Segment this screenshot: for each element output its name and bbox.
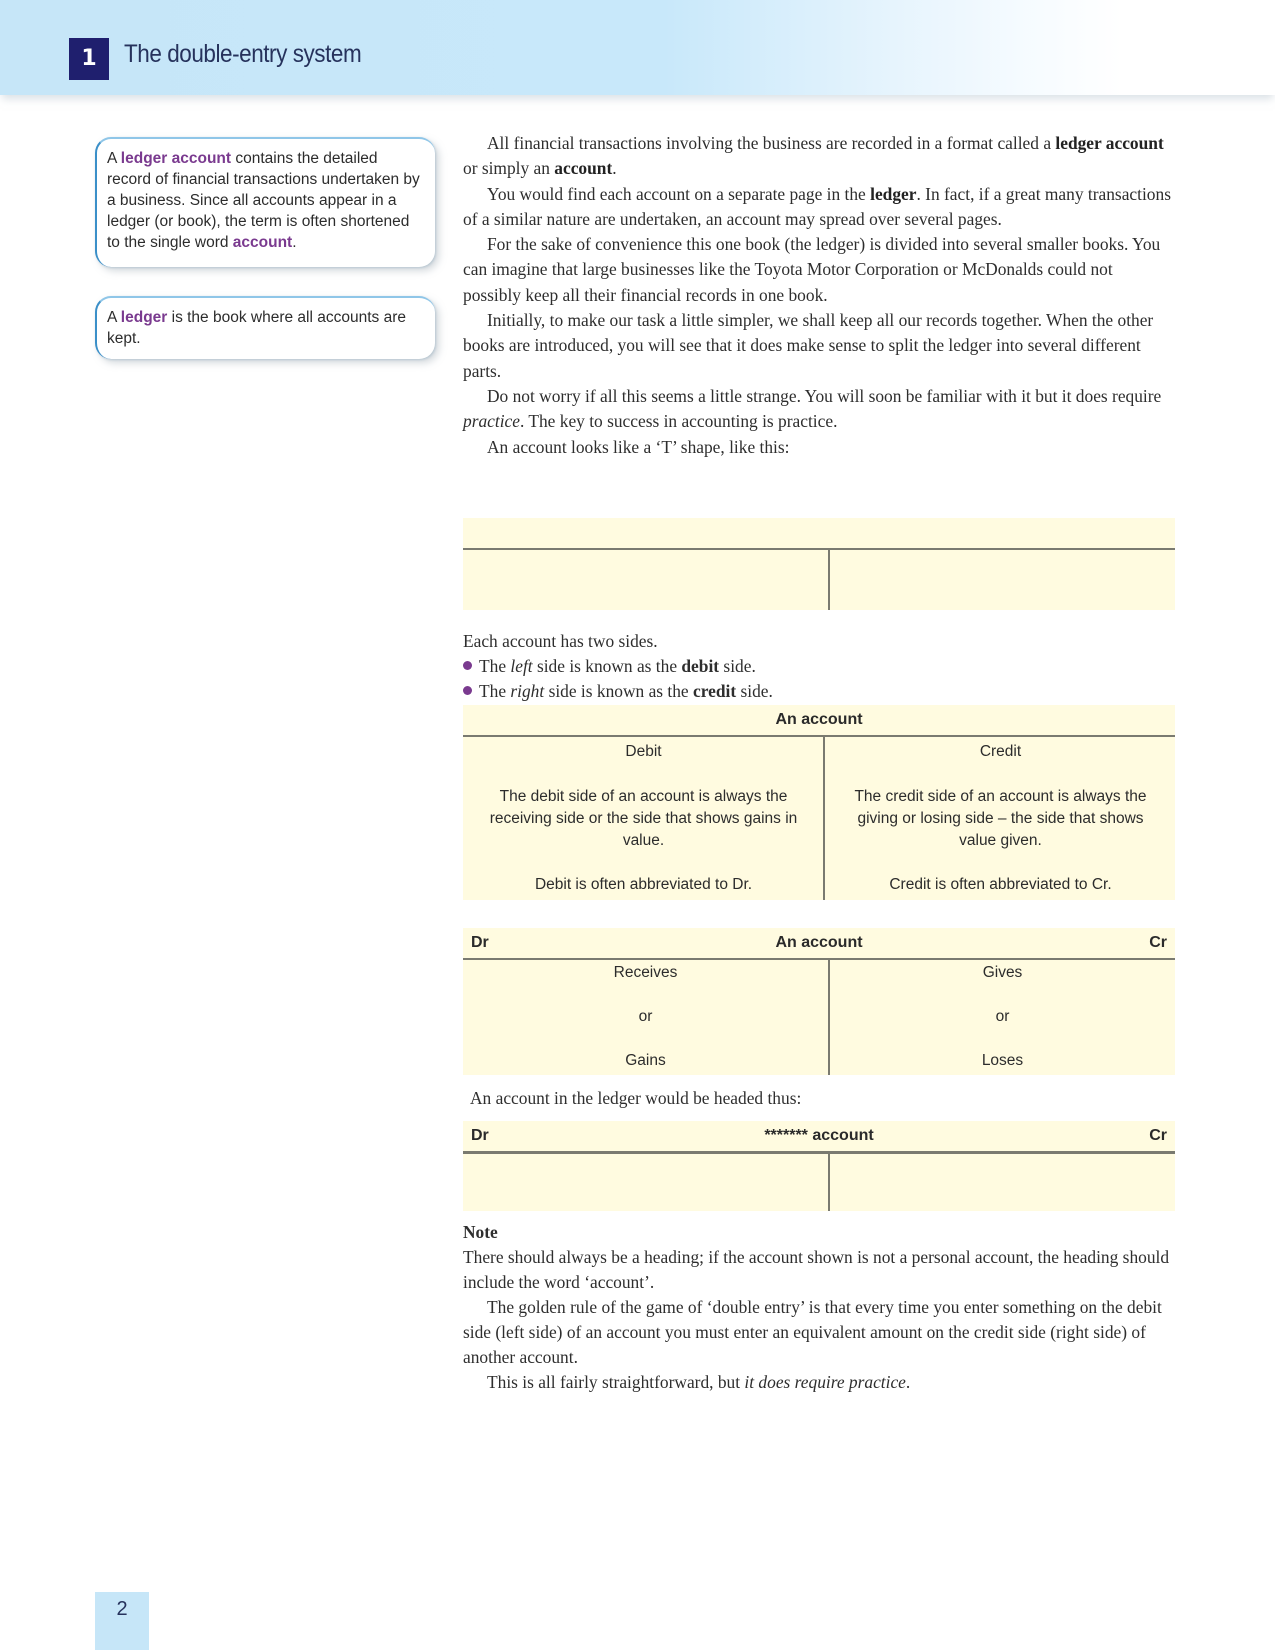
dr-column bbox=[463, 960, 828, 1075]
page-number: 2 bbox=[95, 1592, 149, 1650]
paragraph bbox=[463, 384, 1173, 435]
bold-term: ledger bbox=[870, 183, 917, 204]
italic-term: it does require practice bbox=[744, 1372, 906, 1392]
debit-column bbox=[463, 737, 824, 900]
table-horizontal-rule bbox=[463, 1151, 1175, 1154]
credit-heading: Credit bbox=[979, 743, 1022, 760]
bullet-dot-icon bbox=[463, 686, 472, 695]
text: or simply an bbox=[463, 158, 555, 179]
paragraph: For the sake of convenience this one book (the ledger) is divided into several smaller books. You can imagine that large businesses like the Toyota Motor Corporation or McDonalds could not possibly keep all their financial records in one book. bbox=[463, 234, 1161, 305]
text: side is known as the bbox=[532, 656, 682, 676]
paragraph: Initially, to make our task a little simpler, we shall keep all our records together. When the other books are introduced, you will see that it does make sense to split the ledger into several different parts. bbox=[463, 310, 1154, 381]
paragraph: There should always be a heading; if the account shown is not a personal account, the heading should include the word ‘account’. bbox=[463, 1247, 1170, 1292]
text: side is known as the bbox=[544, 681, 693, 701]
bold-term: credit bbox=[693, 681, 737, 701]
dr-item: Receives bbox=[613, 964, 678, 981]
cr-label: Cr bbox=[1149, 934, 1167, 951]
table-title: An account bbox=[775, 934, 863, 951]
dr-label: Dr bbox=[471, 934, 489, 951]
cr-item: Gives bbox=[982, 964, 1023, 981]
paragraph: An account looks like a ‘T’ shape, like this: bbox=[487, 436, 790, 457]
credit-abbreviation: Credit is often abbreviated to Cr. bbox=[889, 876, 1112, 893]
table-vertical-rule bbox=[828, 1154, 830, 1211]
dr-label: Dr bbox=[471, 1127, 489, 1144]
table-header bbox=[463, 928, 1175, 958]
dr-item: Gains bbox=[625, 1052, 666, 1069]
debit-credit-explanation-table bbox=[463, 705, 1175, 900]
cr-column bbox=[830, 960, 1175, 1075]
paragraph: Each account has two sides. bbox=[463, 631, 658, 651]
table-title: An account bbox=[775, 711, 863, 728]
definition-text: A bbox=[107, 309, 121, 326]
defined-term: account bbox=[232, 234, 293, 251]
bold-term: account bbox=[554, 158, 613, 179]
paragraph: The golden rule of the game of ‘double entry’ is that every time you enter something on the debit side (left side) of an account you must enter an equivalent amount on the credit side (right side) of another account. bbox=[463, 1297, 1162, 1367]
text: . In fact, if a great many transactions of a similar nature are undertaken, an account may spread over several pages. bbox=[463, 183, 1171, 229]
table-header bbox=[463, 1121, 1175, 1151]
text: side. bbox=[719, 656, 756, 676]
bullet-dot-icon bbox=[463, 661, 472, 670]
debit-description: The debit side of an account is always the receiving side or the side that shows gains in value. bbox=[489, 788, 798, 849]
italic-term: practice bbox=[463, 411, 520, 432]
definition-text: . bbox=[292, 234, 297, 251]
debit-abbreviation: Debit is often abbreviated to Dr. bbox=[534, 876, 753, 893]
bold-term: ledger account bbox=[1055, 133, 1164, 153]
chapter-title: The double-entry system bbox=[124, 40, 362, 68]
text: The bbox=[479, 656, 511, 676]
text: . The key to success in accounting is practice. bbox=[519, 411, 838, 432]
text: . bbox=[612, 158, 617, 179]
italic-term: left bbox=[510, 656, 533, 676]
text: You would find each account on a separate page in the bbox=[487, 183, 871, 204]
definition-box-ledger-account bbox=[95, 137, 435, 267]
text: Do not worry if all this seems a little strange. You will soon be familiar with it but it does require bbox=[487, 385, 1162, 406]
defined-term: ledger bbox=[120, 309, 168, 326]
account-sides-text bbox=[463, 629, 773, 704]
cr-label: Cr bbox=[1149, 1127, 1167, 1144]
paragraph bbox=[463, 131, 1173, 182]
text: This is all fairly straightforward, but bbox=[487, 1372, 745, 1392]
ledger-heading-table bbox=[463, 1121, 1175, 1211]
t-account-vertical-rule bbox=[828, 550, 830, 610]
empty-t-account-diagram bbox=[463, 518, 1175, 610]
bullet-item bbox=[463, 654, 773, 679]
table-header bbox=[463, 705, 1175, 735]
chapter-number-badge: 1 bbox=[69, 38, 109, 80]
text: All financial transactions involving the business are recorded in a format called a bbox=[487, 133, 1056, 153]
defined-term: ledger account bbox=[120, 150, 232, 167]
paragraph: An account in the ledger would be headed thus: bbox=[470, 1088, 802, 1108]
bullet-item bbox=[463, 679, 773, 704]
bold-term: debit bbox=[681, 656, 720, 676]
definition-text: contains the detailed record of financial transactions undertaken by a business. Since all accounts appear in a ledger (or book), the term is often shortened to the single word bbox=[107, 150, 420, 251]
dr-item: or bbox=[638, 1008, 653, 1025]
italic-term: right bbox=[510, 681, 545, 701]
debit-heading: Debit bbox=[625, 743, 662, 760]
dr-cr-table bbox=[463, 928, 1175, 1075]
definition-text: is the book where all accounts are kept. bbox=[107, 309, 406, 347]
credit-column bbox=[826, 737, 1175, 900]
credit-description: The credit side of an account is always the giving or losing side – the side that shows value given. bbox=[854, 788, 1147, 849]
definition-box-ledger bbox=[95, 296, 435, 359]
body-text bbox=[463, 131, 1173, 460]
table-title: ******* account bbox=[764, 1127, 874, 1144]
text: . bbox=[905, 1372, 911, 1392]
paragraph bbox=[463, 1370, 1175, 1395]
definition-text: A bbox=[107, 150, 121, 167]
t-account-horizontal-rule bbox=[463, 548, 1175, 550]
text: side. bbox=[736, 681, 773, 701]
cr-item: Loses bbox=[981, 1052, 1024, 1069]
note-section bbox=[463, 1220, 1175, 1395]
note-heading-text: Note bbox=[463, 1222, 498, 1242]
paragraph bbox=[463, 182, 1173, 233]
text: The bbox=[479, 681, 511, 701]
cr-item: or bbox=[995, 1008, 1010, 1025]
note-heading bbox=[463, 1220, 1175, 1245]
